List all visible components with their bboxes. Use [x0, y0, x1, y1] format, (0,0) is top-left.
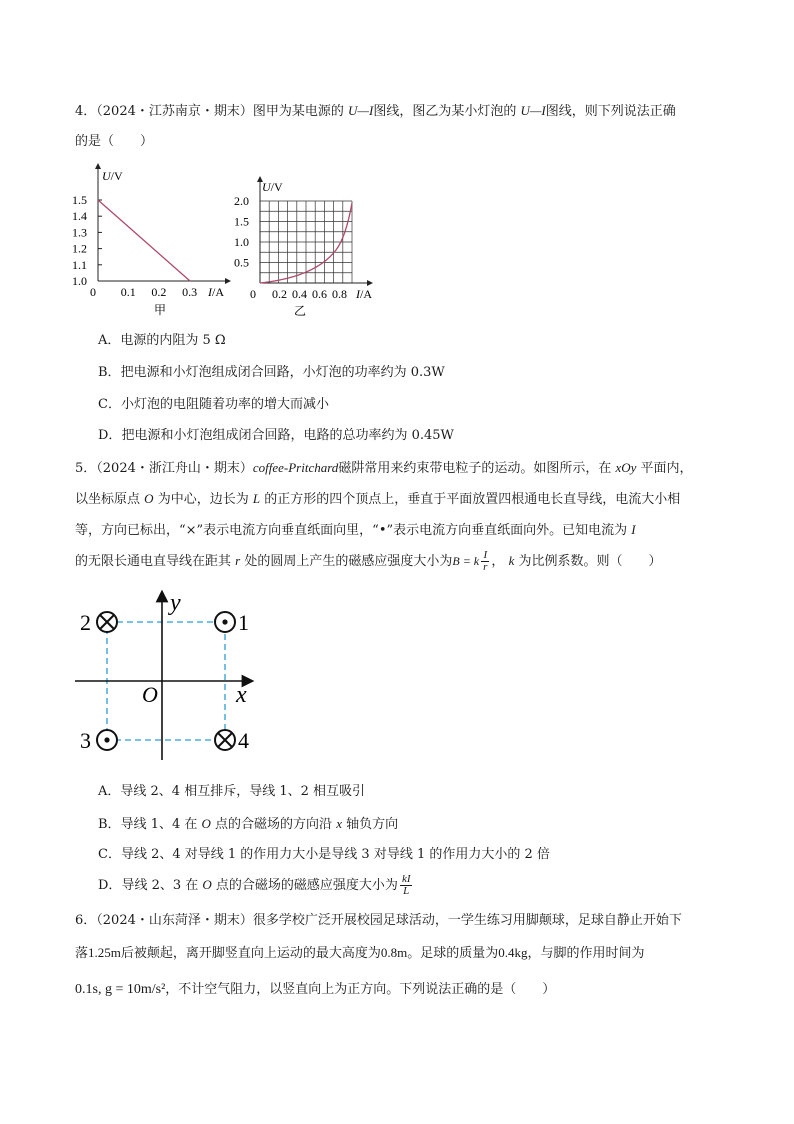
wire-2-label: 2 [80, 610, 91, 635]
q6-number: 6． [75, 913, 97, 928]
q5-option-b-x: x [336, 816, 342, 831]
q5-number: 5． [75, 461, 97, 476]
jia-ytick-5: 1.0 [72, 274, 87, 288]
q6-l2-d: ，与脚的作用时间为 [527, 946, 645, 961]
wire-3-out-icon [97, 730, 117, 750]
q4-ui-1: U—I [348, 103, 374, 118]
jia-data-line [98, 200, 190, 281]
q4-option-a-label: A． [98, 333, 121, 348]
q4-option-c-label: C． [98, 397, 121, 412]
q5-l4-c: ， [491, 554, 505, 569]
q4-option-c[interactable] [98, 396, 329, 414]
q6-h2: 0.8m [380, 945, 408, 960]
jia-ytick-3: 1.2 [72, 241, 87, 256]
q6-l2-c: 。足球的质量为 [407, 946, 499, 961]
wire-3-label: 3 [80, 728, 91, 753]
q5-L: L [252, 491, 261, 506]
q5-I: I [631, 522, 636, 537]
q5-option-c-text: 导线 2、4 对导线 1 的作用力大小是导线 3 对导线 1 的作用力大小的 2 倍 [120, 847, 550, 862]
q5-option-b-c: 轴负方向 [346, 817, 399, 832]
yi-caption: 乙 [294, 304, 307, 318]
jia-xtick-1: 0.1 [120, 285, 136, 299]
q5-option-c[interactable] [98, 846, 550, 864]
q5-l3: 等，方向已标出，“×”表示电流方向垂直纸面向里，“•”表示电流方向垂直纸面向外。已知电流为 [75, 523, 628, 538]
q4-stem-a: 图甲为某电源的 [252, 104, 344, 119]
chart-yi [228, 175, 388, 325]
wire-2-in-icon [97, 612, 117, 632]
q4-option-d-text: 把电源和小灯泡组成闭合回路，电路的总功率约为 0.45W [121, 428, 454, 443]
q5-formula-frac [481, 550, 489, 573]
q6-l3-vals: 0.1s, g = 10m/s² [75, 982, 166, 997]
q5-option-a-text: 导线 2、4 相互排斥，导线 1、2 相互吸引 [120, 784, 366, 799]
q5-option-d-frac [400, 874, 413, 897]
jia-xtick-2: 0.2 [151, 285, 167, 299]
jia-xtick-3: 0.3 [182, 285, 198, 299]
q5-l2-a: 以坐标原点 [75, 492, 141, 507]
q4-stem-line1 [75, 102, 676, 121]
q5-l2-c: 的正方形的四个顶点上，垂直于平面放置四根通电长直导线，电流大小相 [264, 492, 681, 507]
yi-ytick-2: 1.0 [234, 235, 249, 249]
q5-r: r [235, 553, 241, 568]
q5-option-d-num: kI [401, 873, 411, 885]
q6-l3-b: ，不计空气阻力，以竖直向上为正方向。下列说法正确的是（ ） [165, 982, 556, 997]
q6-l1: 很多学校广泛开展校园足球活动，一学生练习用脚颠球，足球自静止开始下 [252, 913, 682, 928]
q6-stem-line3 [75, 981, 555, 999]
q4-option-b-label: B． [98, 365, 121, 380]
q5-l4-d: 为比例系数。则（ ） [518, 554, 662, 569]
q4-stem-b: 图线，图乙为某小灯泡的 [373, 104, 517, 119]
jia-ylabel: U/V [102, 169, 123, 183]
q5-O: O [144, 491, 154, 506]
q6-stem-line1 [75, 912, 682, 930]
q5-option-d-label: D． [98, 878, 122, 893]
yi-ylabel: U/V [262, 180, 283, 194]
yi-xtick-2: 0.4 [292, 287, 307, 301]
yi-xtick-3: 0.6 [312, 287, 327, 301]
q6-h1: 1.25m [88, 945, 121, 960]
q4-stem-c: 图线，则下列说法正确 [545, 104, 676, 119]
jia-ytick-0: 1.5 [72, 193, 87, 207]
q5-l1-b: 平面内， [640, 461, 693, 476]
chart-jia [70, 158, 240, 323]
q6-m: 0.4kg [498, 945, 528, 960]
q4-option-c-text: 小灯泡的电阻随着功率的增大而减小 [120, 397, 329, 412]
jia-caption: 甲 [154, 303, 167, 317]
diagram-axis-y: y [170, 590, 181, 616]
q4-option-b-text: 把电源和小灯泡组成闭合回路，小灯泡的功率约为 0.3W [120, 365, 445, 380]
q5-option-d-den: L [403, 885, 410, 897]
q5-formula-lhs: B = k [452, 554, 480, 568]
q4-option-a-text: 电源的内阻为 5 Ω [120, 333, 226, 348]
yi-xlabel: I/A [356, 287, 372, 301]
q5-formula-num: I [483, 549, 488, 561]
yi-xtick-0: 0 [250, 287, 256, 301]
q6-source: （2024・山东菏泽・期末） [96, 913, 253, 928]
yi-xtick-1: 0.2 [272, 287, 287, 301]
yi-ytick-0: 2.0 [234, 194, 249, 208]
wire-4-in-icon [215, 730, 235, 750]
q4-option-d-label: D． [98, 428, 122, 443]
q4-option-a[interactable] [98, 332, 226, 350]
q4-number: 4． [75, 104, 97, 119]
yi-ytick-3: 0.5 [234, 255, 249, 270]
jia-xtick-0: 0 [90, 285, 96, 299]
q5-l1-a: 磁阱常用来约束带电粒子的运动。如图所示，在 [338, 461, 612, 476]
q4-source: （2024・江苏南京・期末） [96, 104, 253, 119]
q5-option-b-b: 点的合磁场的方向沿 [215, 817, 333, 832]
q5-option-b[interactable] [98, 815, 398, 834]
q5-option-b-O: O [201, 816, 211, 831]
q5-l2-b: 为中心，边长为 [157, 492, 249, 507]
q4-option-d[interactable] [98, 427, 454, 445]
q5-stem-line1 [75, 459, 693, 478]
jia-ytick-4: 1.1 [72, 257, 87, 272]
diagram-origin: O [142, 682, 158, 707]
wire-diagram [70, 590, 270, 770]
q5-term: coffee-Pritchard [252, 460, 339, 475]
q5-stem-line3 [75, 521, 636, 540]
wire-1-out-icon [215, 612, 235, 632]
q5-stem-line4 [75, 548, 662, 575]
q4-ui-2: U—I [520, 103, 546, 118]
q6-l2-b: 后被颠起，离开脚竖直向上运动的最大高度为 [120, 946, 381, 961]
yi-ytick-1: 1.5 [234, 214, 249, 229]
q5-option-c-label: C． [98, 847, 121, 862]
q5-option-d[interactable] [98, 872, 414, 899]
yi-xtick-4: 0.8 [332, 287, 347, 301]
q5-l4-a: 的无限长通电直导线在距其 [75, 554, 232, 569]
q4-option-b[interactable] [98, 364, 445, 382]
q5-k: k [508, 553, 515, 568]
jia-ytick-1: 1.4 [72, 209, 87, 224]
q6-l2-a: 落 [75, 946, 89, 961]
diagram-axis-x: x [236, 682, 247, 708]
q5-source: （2024・浙江舟山・期末） [96, 461, 253, 476]
q5-option-d-O: O [202, 877, 212, 892]
q5-option-b-label: B． [98, 817, 121, 832]
q5-formula-den: r [483, 561, 488, 573]
q5-option-b-a: 导线 1、4 在 [120, 817, 198, 832]
q5-xoy: xOy [615, 460, 637, 475]
q5-stem-line2 [75, 490, 680, 509]
q5-option-a[interactable] [98, 783, 365, 801]
wire-4-label: 4 [238, 728, 249, 753]
q6-stem-line2 [75, 944, 645, 963]
q4-stem-line2: 的是（ ） [75, 134, 154, 149]
wire-1-label: 1 [238, 610, 249, 635]
q5-option-d-b: 点的合磁场的磁感应强度大小为 [215, 878, 398, 893]
jia-xlabel: I/A [208, 285, 224, 299]
q5-option-d-a: 导线 2、3 在 [121, 878, 199, 893]
q5-l4-b: 处的圆周上产生的磁感应强度大小为 [244, 554, 453, 569]
q5-option-a-label: A． [98, 784, 121, 799]
jia-ytick-2: 1.3 [72, 225, 87, 240]
